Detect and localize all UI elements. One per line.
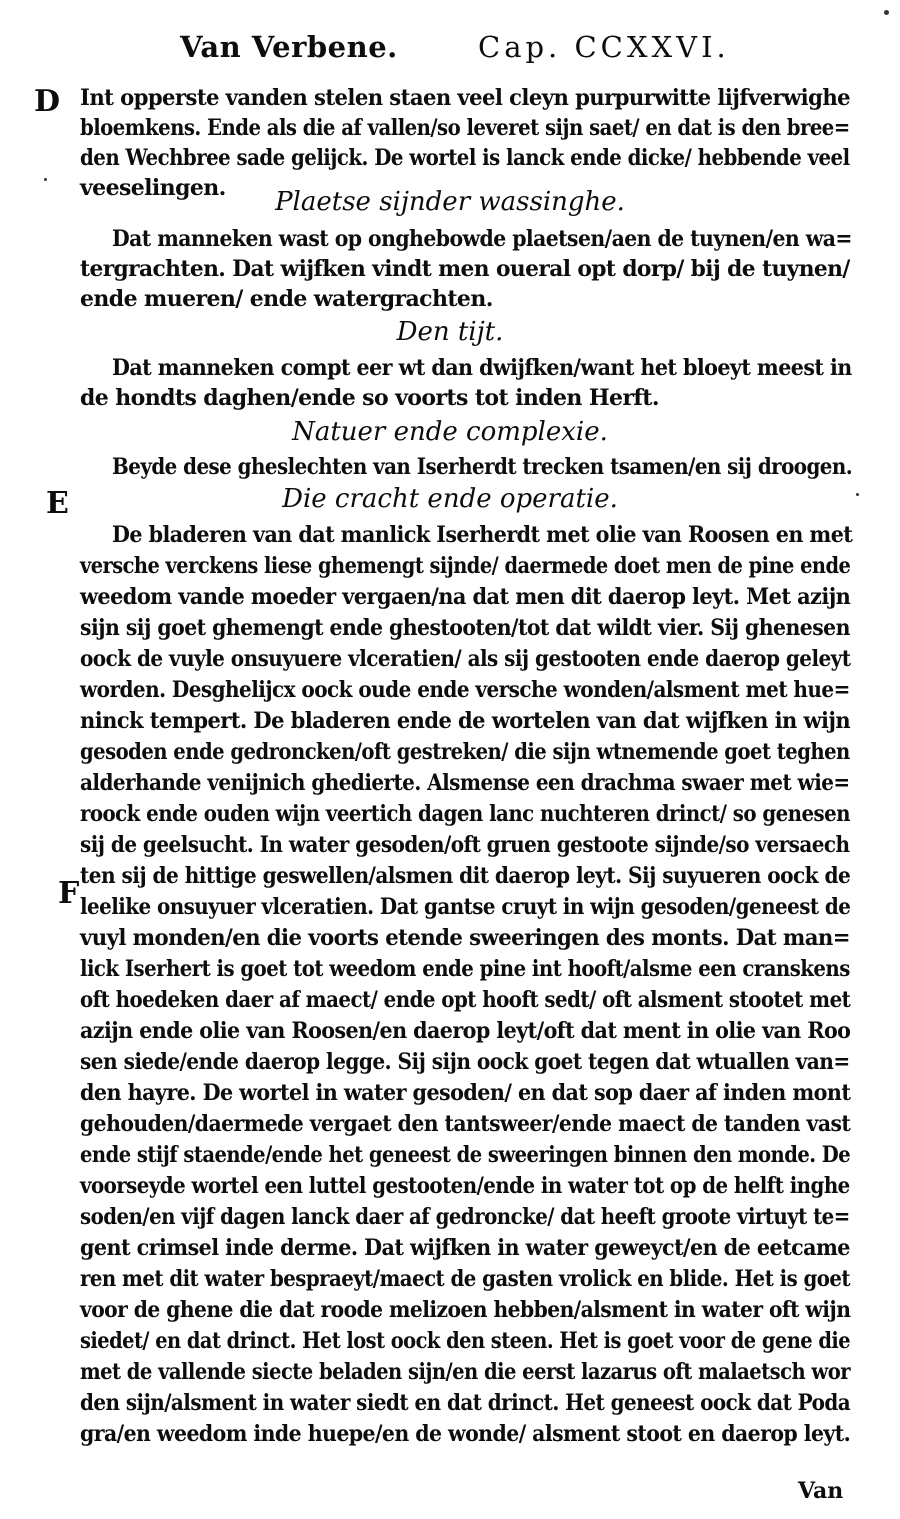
text-line: worden. Desghelijcx oock oude ende versche wonden/alsment met hue= xyxy=(80,677,850,703)
text-line: azijn ende olie van Roosen/en daerop leyt/oft dat ment in olie van Roo xyxy=(80,1018,851,1044)
text-line: sijn sij goet ghemengt ende ghestooten/tot dat wildt vier. Sij ghenesen xyxy=(80,615,850,641)
text-line: gehouden/daermede vergaet den tantsweer/ende maect de tanden vast xyxy=(80,1111,851,1137)
text-line: vuyl monden/en die voorts etende sweeringen des monts. Dat man= xyxy=(80,925,850,951)
text-line: roock ende ouden wijn veertich dagen lanc nuchteren drinct/ so genesen xyxy=(80,801,851,827)
text-line: oft hoedeken daer af maect/ ende opt hooft sedt/ oft alsment stootet met xyxy=(80,987,851,1013)
text-line: ten sij de hittige geswellen/alsmen dit daerop leyt. Sij suyueren oock de xyxy=(80,863,851,889)
text-line: alderhande venijnich ghedierte. Alsmense een drachma swaer met wie= xyxy=(80,770,850,796)
text-line: Int opperste vanden stelen staen veel cleyn purpurwitte lijfverwighe xyxy=(80,85,851,111)
margin-letter-e: E xyxy=(46,486,69,521)
text-line: ende mueren/ ende watergrachten. xyxy=(80,286,493,312)
text-line: voor de ghene die dat roode melizoen hebben/alsment in water oft wijn xyxy=(80,1297,851,1323)
ink-speck xyxy=(44,178,47,181)
text-line: oock de vuyle onsuyuere vlceratien/ als sij gestooten ende daerop geleyt xyxy=(80,646,851,672)
section-heading-nature: Natuer ende complexie. xyxy=(292,417,608,447)
text-line: De bladeren van dat manlick Iserherdt met olie van Roosen en met xyxy=(112,522,853,548)
text-line: den sijn/alsment in water siedt en dat drinct. Het geneest oock dat Poda xyxy=(80,1390,851,1416)
running-title: Van Verbene. xyxy=(180,30,398,64)
text-line: leelike onsuyuer vlceratien. Dat gantse cruyt in wijn gesoden/geneest de xyxy=(80,894,851,920)
text-line: den hayre. De wortel in water gesoden/ en dat sop daer af inden mont xyxy=(80,1080,851,1106)
catchword: Van xyxy=(798,1478,844,1504)
text-line: Dat manneken compt eer wt dan dwijfken/want het bloeyt meest in xyxy=(112,355,852,381)
text-line: veeselingen. xyxy=(80,175,226,201)
text-line: ninck tempert. De bladeren ende de wortelen van dat wijfken in wijn xyxy=(80,708,851,734)
text-line: siedet/ en dat drinct. Het lost oock den steen. Het is goet voor de gene die xyxy=(80,1328,851,1354)
text-line: de hondts daghen/ende so voorts tot inden Herft. xyxy=(80,385,659,411)
section-heading-place: Plaetse sijnder wassinghe. xyxy=(275,187,625,217)
text-line: ren met dit water bespraeyt/maect de gasten vrolick en blide. Het is goet xyxy=(80,1266,850,1292)
text-line: sen siede/ende daerop legge. Sij sijn oock goet tegen dat wtuallen van= xyxy=(80,1049,850,1075)
text-line: ende stijf staende/ende het geneest de sweeringen binnen den monde. De xyxy=(80,1142,851,1168)
text-line: tergrachten. Dat wijfken vindt men oueral opt dorp/ bij de tuynen/ xyxy=(80,256,850,282)
ink-speck xyxy=(856,493,859,496)
text-line: gesoden ende gedroncken/oft gestreken/ die sijn wtnemende goet teghen xyxy=(80,739,850,765)
text-line: versche verckens liese ghemengt sijnde/ daermede doet men de pine ende xyxy=(80,553,851,579)
text-line: Dat manneken wast op onghebowde plaetsen/aen de tuynen/en wa= xyxy=(112,226,852,252)
margin-letter-d: D xyxy=(34,84,61,119)
section-heading-time: Den tijt. xyxy=(396,317,504,347)
text-line: gent crimsel inde derme. Dat wijfken in water geweyct/en de eetcame xyxy=(80,1235,850,1261)
text-line: met de vallende siecte beladen sijn/en die eerst lazarus oft malaetsch wor xyxy=(80,1359,850,1385)
text-line: bloemkens. Ende als die af vallen/so leveret sijn saet/ en dat is den bree= xyxy=(80,115,850,141)
ink-speck xyxy=(884,10,889,15)
text-line: Beyde dese gheslechten van Iserherdt trecken tsamen/en sij droogen. xyxy=(112,454,853,480)
text-line: weedom vande moeder vergaen/na dat men dit daerop leyt. Met azijn xyxy=(80,584,851,610)
section-heading-power: Die cracht ende operatie. xyxy=(282,484,618,514)
text-line: gra/en weedom inde huepe/en de wonde/ alsment stoot en daerop leyt. xyxy=(80,1421,851,1447)
margin-letter-f: F xyxy=(58,876,80,911)
page-header xyxy=(0,30,900,70)
chapter-number: Cap. CCXXVI. xyxy=(478,30,730,64)
text-line: sij de geelsucht. In water gesoden/oft gruen gestoote sijnde/so versaech xyxy=(80,832,850,858)
text-line: den Wechbree sade gelijck. De wortel is lanck ende dicke/ hebbende veel xyxy=(80,145,850,171)
text-line: lick Iserhert is goet tot weedom ende pine int hooft/alsme een cranskens xyxy=(80,956,850,982)
text-line: soden/en vijf dagen lanck daer af gedroncke/ dat heeft groote virtuyt te= xyxy=(80,1204,850,1230)
text-line: voorseyde wortel een luttel gestooten/ende in water tot op de helft inghe xyxy=(80,1173,850,1199)
